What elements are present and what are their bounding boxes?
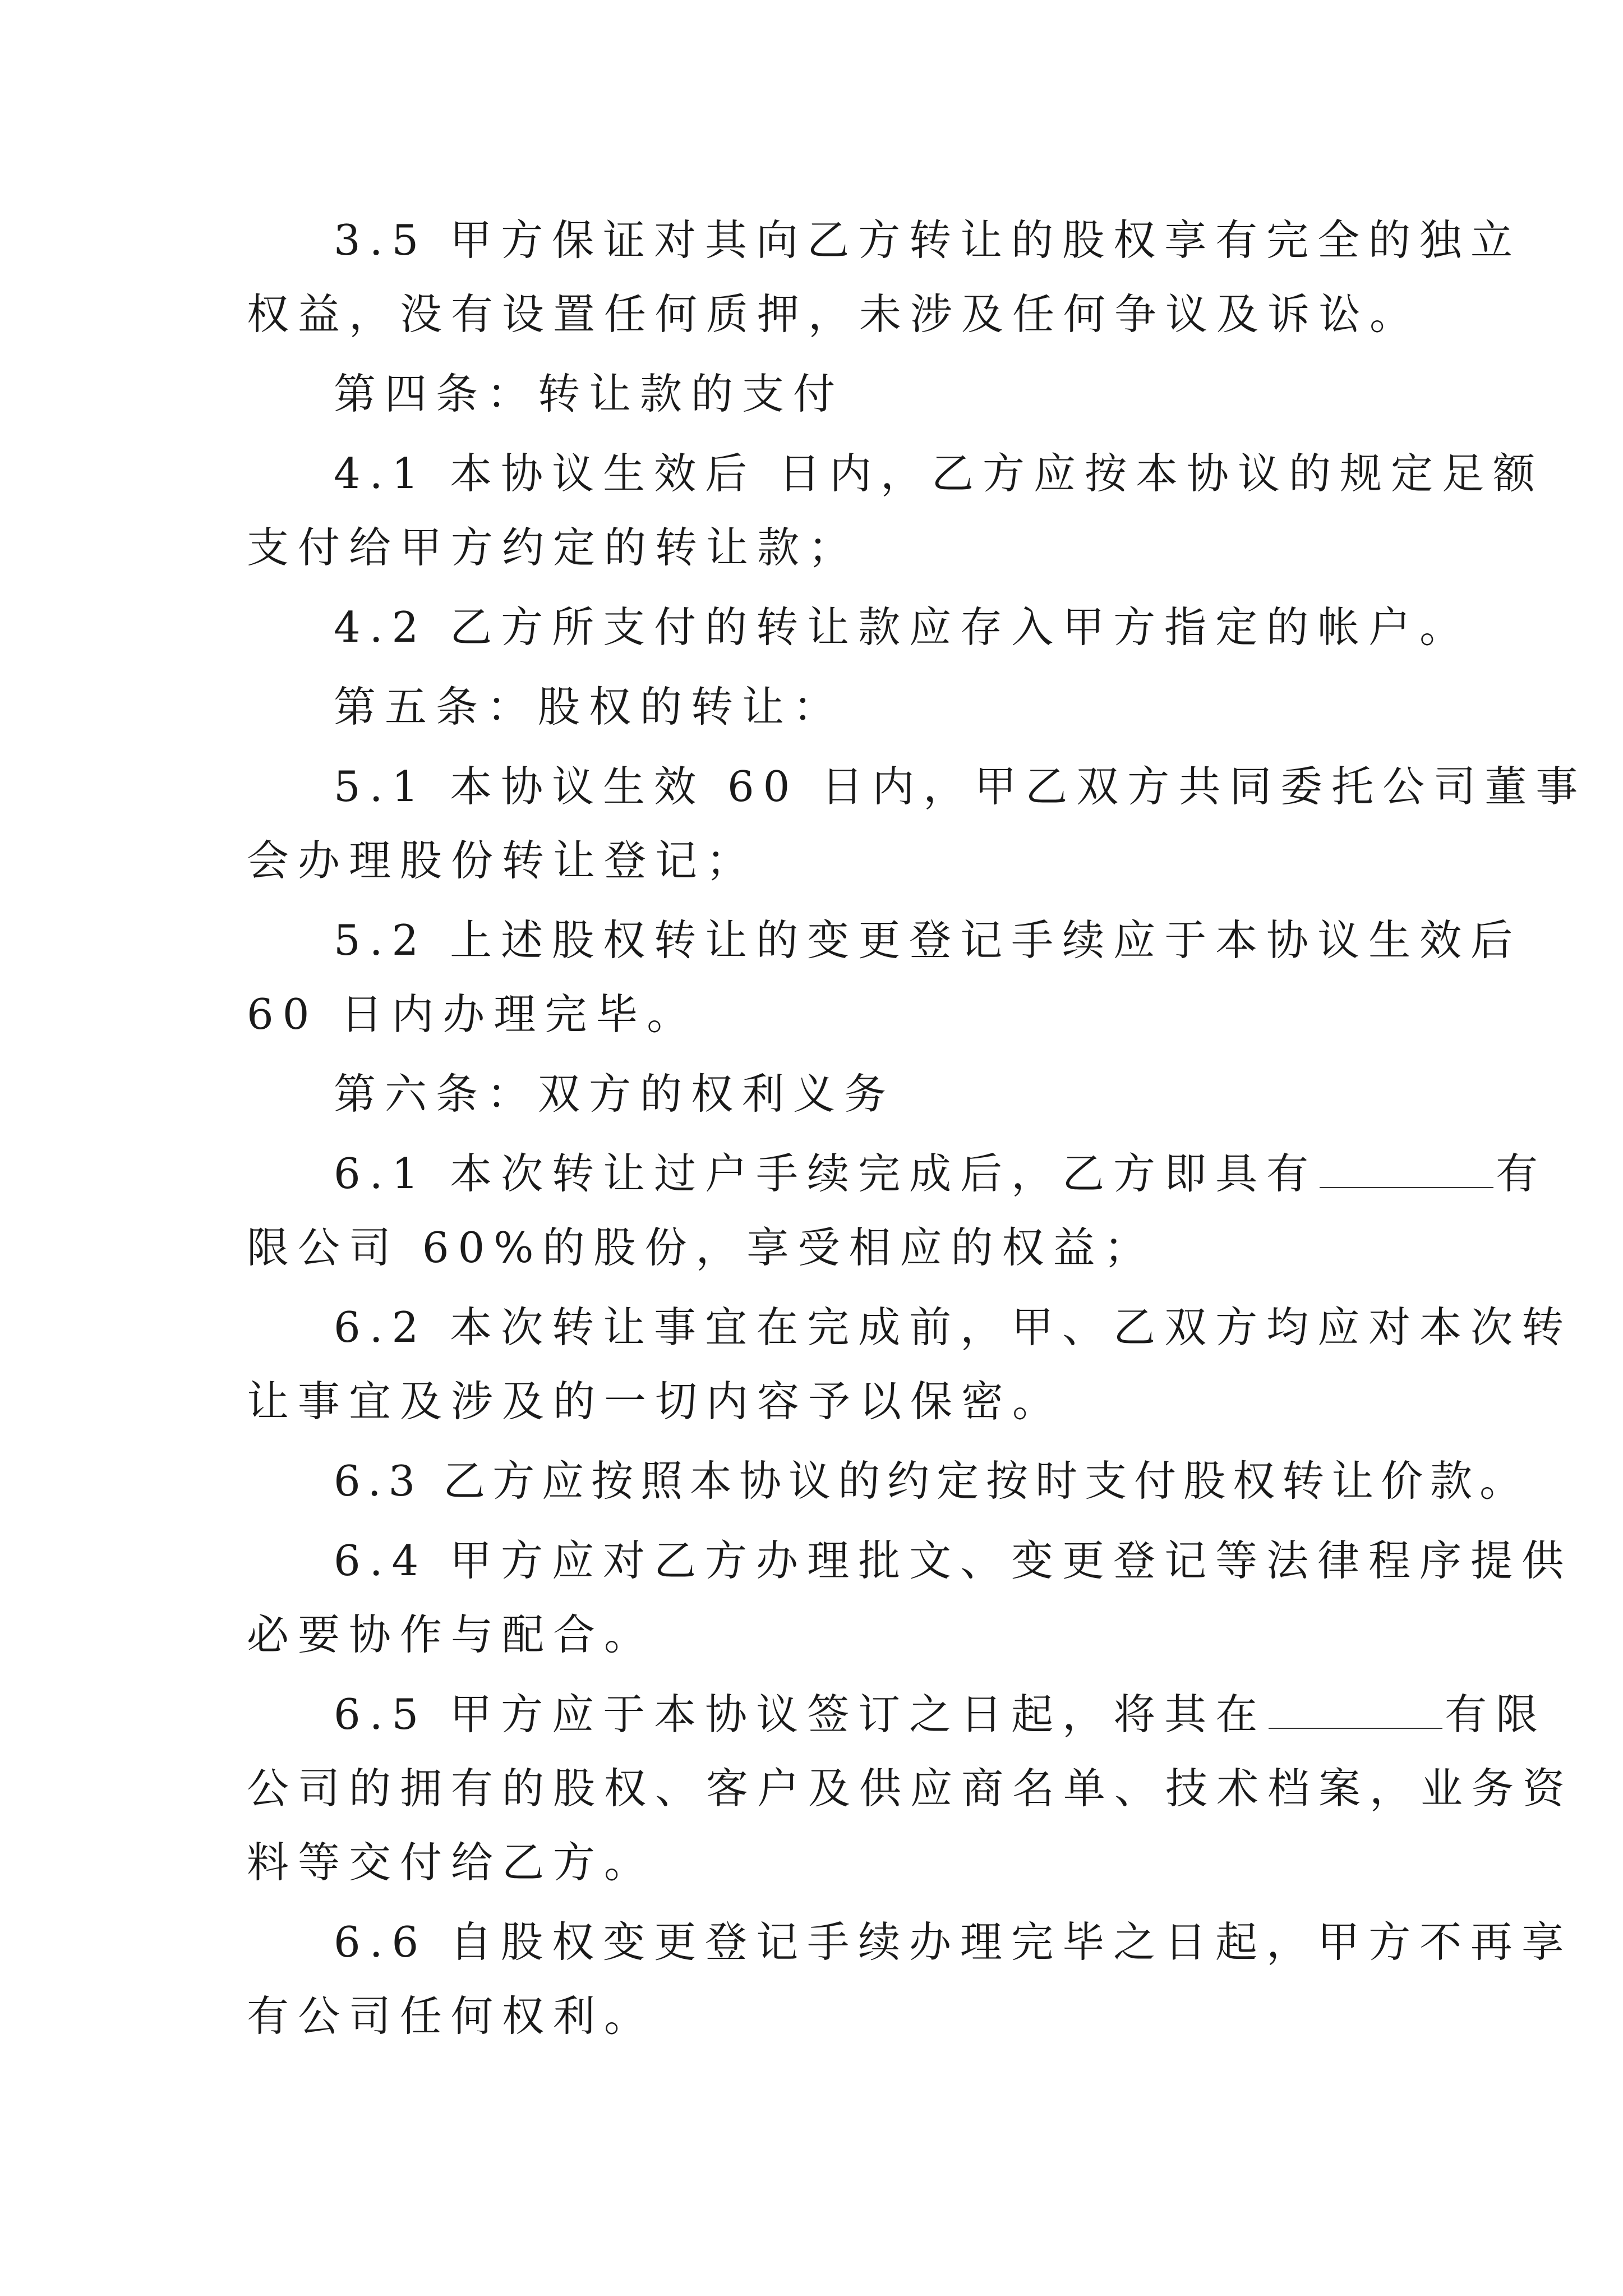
clause-6-4-line-1: 6.4 甲方应对乙方办理批文、变更登记等法律程序提供 (334, 1536, 1573, 1585)
clause-4-2: 4.2 乙方所支付的转让款应存入甲方指定的帐户。 (334, 602, 1471, 652)
clause-5-1-line-1: 5.1 本协议生效 60 日内，甲乙双方共同委托公司董事 (334, 762, 1587, 811)
clause-6-5-line-3: 料等交付给乙方。 (247, 1838, 656, 1887)
clause-5-2-line-1: 5.2 上述股权转让的变更登记手续应于本协议生效后 (334, 915, 1522, 965)
clause-6-4-line-2: 必要协作与配合。 (247, 1610, 656, 1659)
company-name-blank (1269, 1691, 1442, 1729)
clause-5-2-line-2: 60 日内办理完毕。 (247, 990, 698, 1039)
clause-6-6-line-2: 有公司任何权利。 (247, 1991, 656, 2041)
clause-6-2-line-2: 让事宜及涉及的一切内容予以保密。 (247, 1377, 1064, 1426)
clause-6-5-text-before: 6.5 甲方应于本协议签订之日起，将其在 (334, 1690, 1267, 1739)
clause-6-1-line-1 (334, 1145, 1547, 1202)
clause-3-5-line-2: 权益，没有设置任何质押，未涉及任何争议及诉讼。 (247, 289, 1421, 339)
clause-6-5-line-2: 公司的拥有的股权、客户及供应商名单、技术档案，业务资 (247, 1764, 1574, 1813)
article-4-heading: 第四条：转让款的支付 (334, 369, 845, 418)
clause-3-5-line-1: 3.5 甲方保证对其向乙方转让的股权享有完全的独立 (334, 215, 1522, 265)
clause-6-1-text-after: 有 (1496, 1149, 1547, 1198)
clause-4-1-line-2: 支付给甲方约定的转让款； (247, 523, 860, 572)
clause-6-5-line-1 (334, 1686, 1547, 1742)
company-name-blank (1320, 1150, 1493, 1188)
clause-6-5-text-after: 有限 (1445, 1690, 1547, 1739)
clause-6-1-text-before: 6.1 本次转让过户手续完成后，乙方即具有 (334, 1149, 1318, 1198)
article-5-heading: 第五条：股权的转让： (334, 682, 845, 731)
clause-6-2-line-1: 6.2 本次转让事宜在完成前，甲、乙双方均应对本次转 (334, 1303, 1573, 1352)
clause-5-1-line-2: 会办理股份转让登记； (247, 836, 758, 885)
article-6-heading: 第六条：双方的权利义务 (334, 1069, 896, 1119)
clause-6-3: 6.3 乙方应按照本协议的约定按时支付股权转让价款。 (334, 1456, 1529, 1506)
clause-6-6-line-1: 6.6 自股权变更登记手续办理完毕之日起，甲方不再享 (334, 1917, 1573, 1967)
clause-6-1-line-2: 限公司 60%的股份，享受相应的权益； (247, 1223, 1155, 1272)
clause-4-1-line-1: 4.1 本协议生效后 日内，乙方应按本协议的规定足额 (334, 449, 1544, 498)
